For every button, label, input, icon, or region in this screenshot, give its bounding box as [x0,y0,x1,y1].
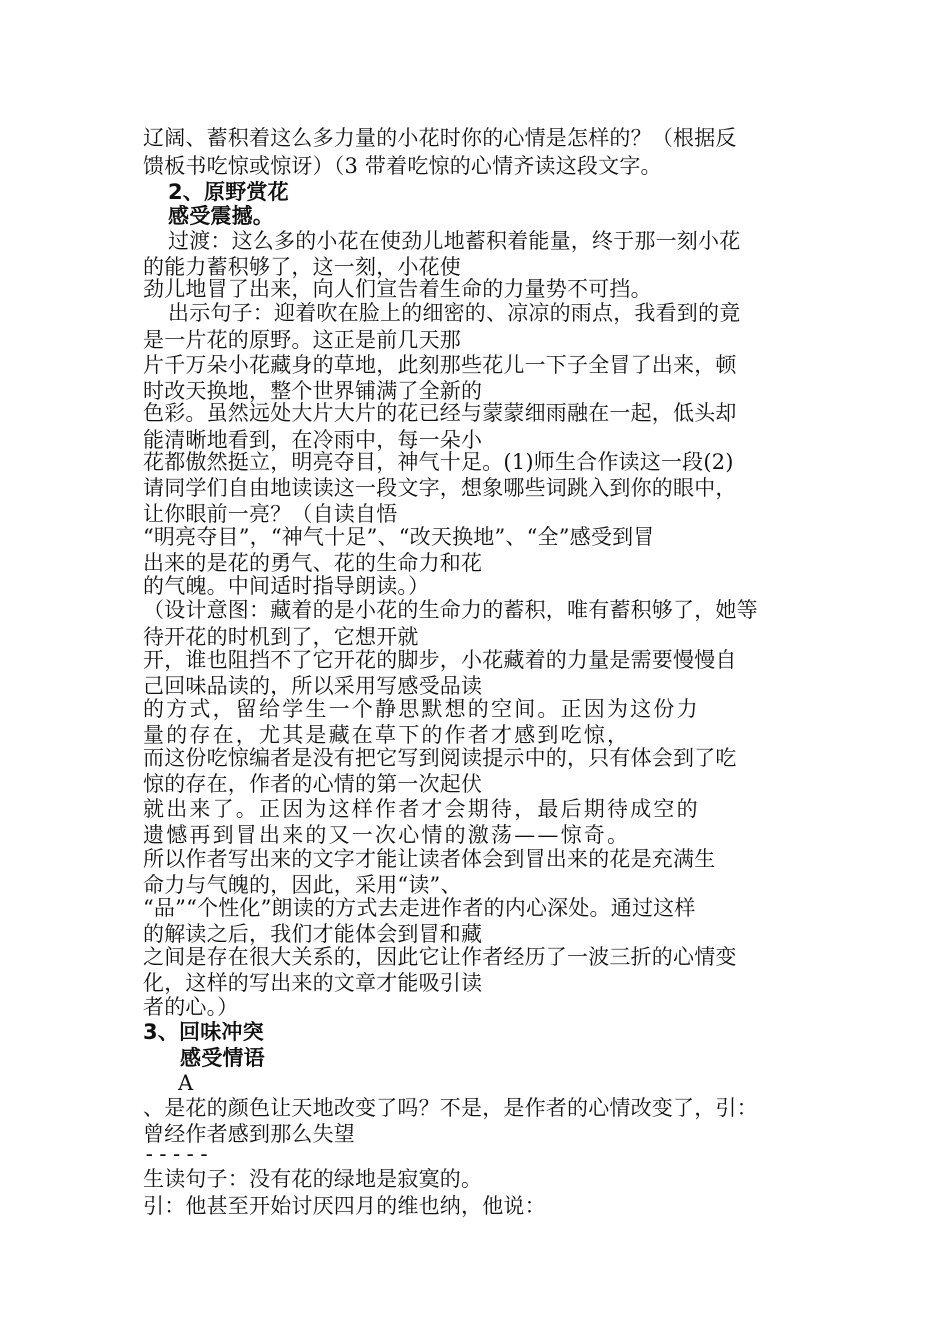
body-line: 请同学们自由地读读这一段文字，想象哪些词跳入到你的眼中， [143,476,737,500]
body-line: 待开花的时机到了，它想开就 [143,625,419,649]
body-line: 者的心。） [143,995,239,1019]
body-line: 开，谁也阻挡不了它开花的脚步，小花藏着的力量是需要慢慢自 [143,648,737,672]
body-line: 己回味品读的，所以采用写感受品读 [143,674,483,698]
body-line: 遗憾再到冒出来的又一次心情的激荡——惊奇。 [143,823,631,847]
body-line: 能清晰地看到，在冷雨中，每一朵小 [143,428,483,452]
body-line: 出来的是花的勇气、花的生命力和花 [143,551,483,575]
body-line: 化，这样的写出来的文章才能吸引读 [143,971,483,995]
list-marker: A [178,1071,194,1095]
body-line: 劲儿地冒了出来，向人们宣告着生命的力量势不可挡。 [143,277,652,301]
section-subheading: 感受情语 [180,1046,265,1070]
body-line: 的解读之后，我们才能体会到冒和藏 [143,922,483,946]
dash-separator: ----- [143,1142,212,1166]
body-line: 馈板书吃惊或惊讶）（3 带着吃惊的心情齐读这段文字。 [143,154,662,178]
body-line: 是一片花的原野。这正是前几天那 [143,328,461,352]
section-heading: 3、回味冲突 [143,1020,264,1044]
section-subheading: 感受震撼。 [168,204,274,228]
body-line: 片千万朵小花藏身的草地，此刻那些花儿一下子全冒了出来，顿 [143,353,737,377]
body-line: “品”“个性化”朗读的方式去走进作者的内心深处。通过这样 [143,896,696,920]
body-line: “明亮夺目”，“神气十足”、“改天换地”、“全”感受到冒 [143,525,655,549]
body-line: 花都傲然挺立，明亮夺目，神气十足。(1)师生合作读这一段(2) [143,450,734,474]
body-line: 、是花的颜色让天地改变了吗？不是，是作者的心情改变了，引： [143,1096,758,1120]
body-line: 的气魄。中间适时指导朗读。） [143,574,430,598]
body-line: 量的存在，尤其是藏在草下的作者才感到吃惊， [143,723,631,747]
body-line: 色彩。虽然远处大片大片的花已经与蒙蒙细雨融在一起，低头却 [143,401,737,425]
body-line: 就出来了。正因为这样作者才会期待，最后期待成空的 [143,797,700,821]
body-line: 所以作者写出来的文字才能让读者体会到冒出来的花是充满生 [143,847,716,871]
section-heading: 2、原野赏花 [168,180,289,204]
body-line: 的能力蓄积够了，这一刻，小花使 [143,255,461,279]
body-line: 的方式，留给学生一个静思默想的空间。正因为这份力 [143,697,700,721]
body-line: 曾经作者感到那么失望 [143,1122,355,1146]
body-line: 让你眼前一亮？（自读自悟 [143,502,398,526]
body-line: 过渡：这么多的小花在使劲儿地蓄积着能量，终于那一刻小花 [168,229,741,253]
body-line: （设计意图：藏着的是小花的生命力的蓄积，唯有蓄积够了，她等 [143,598,758,622]
body-line: 引：他甚至开始讨厌四月的维也纳，他说： [143,1194,546,1218]
body-line: 出示句子：迎着吹在脸上的细密的、凉凉的雨点，我看到的竟 [168,301,741,325]
body-line: 命力与气魄的，因此，采用“读”、 [143,873,462,897]
body-line: 惊的存在，作者的心情的第一次起伏 [143,772,483,796]
body-line: 生读句子：没有花的绿地是寂寞的。 [143,1167,483,1191]
body-line: 之间是存在很大关系的，因此它让作者经历了一波三折的心情变 [143,945,737,969]
body-line: 时改天换地，整个世界铺满了全新的 [143,379,483,403]
body-line: 辽阔、蓄积着这么多力量的小花时你的心情是怎样的？（根据反 [143,126,737,150]
body-line: 而这份吃惊编者是没有把它写到阅读提示中的，只有体会到了吃 [143,746,737,770]
